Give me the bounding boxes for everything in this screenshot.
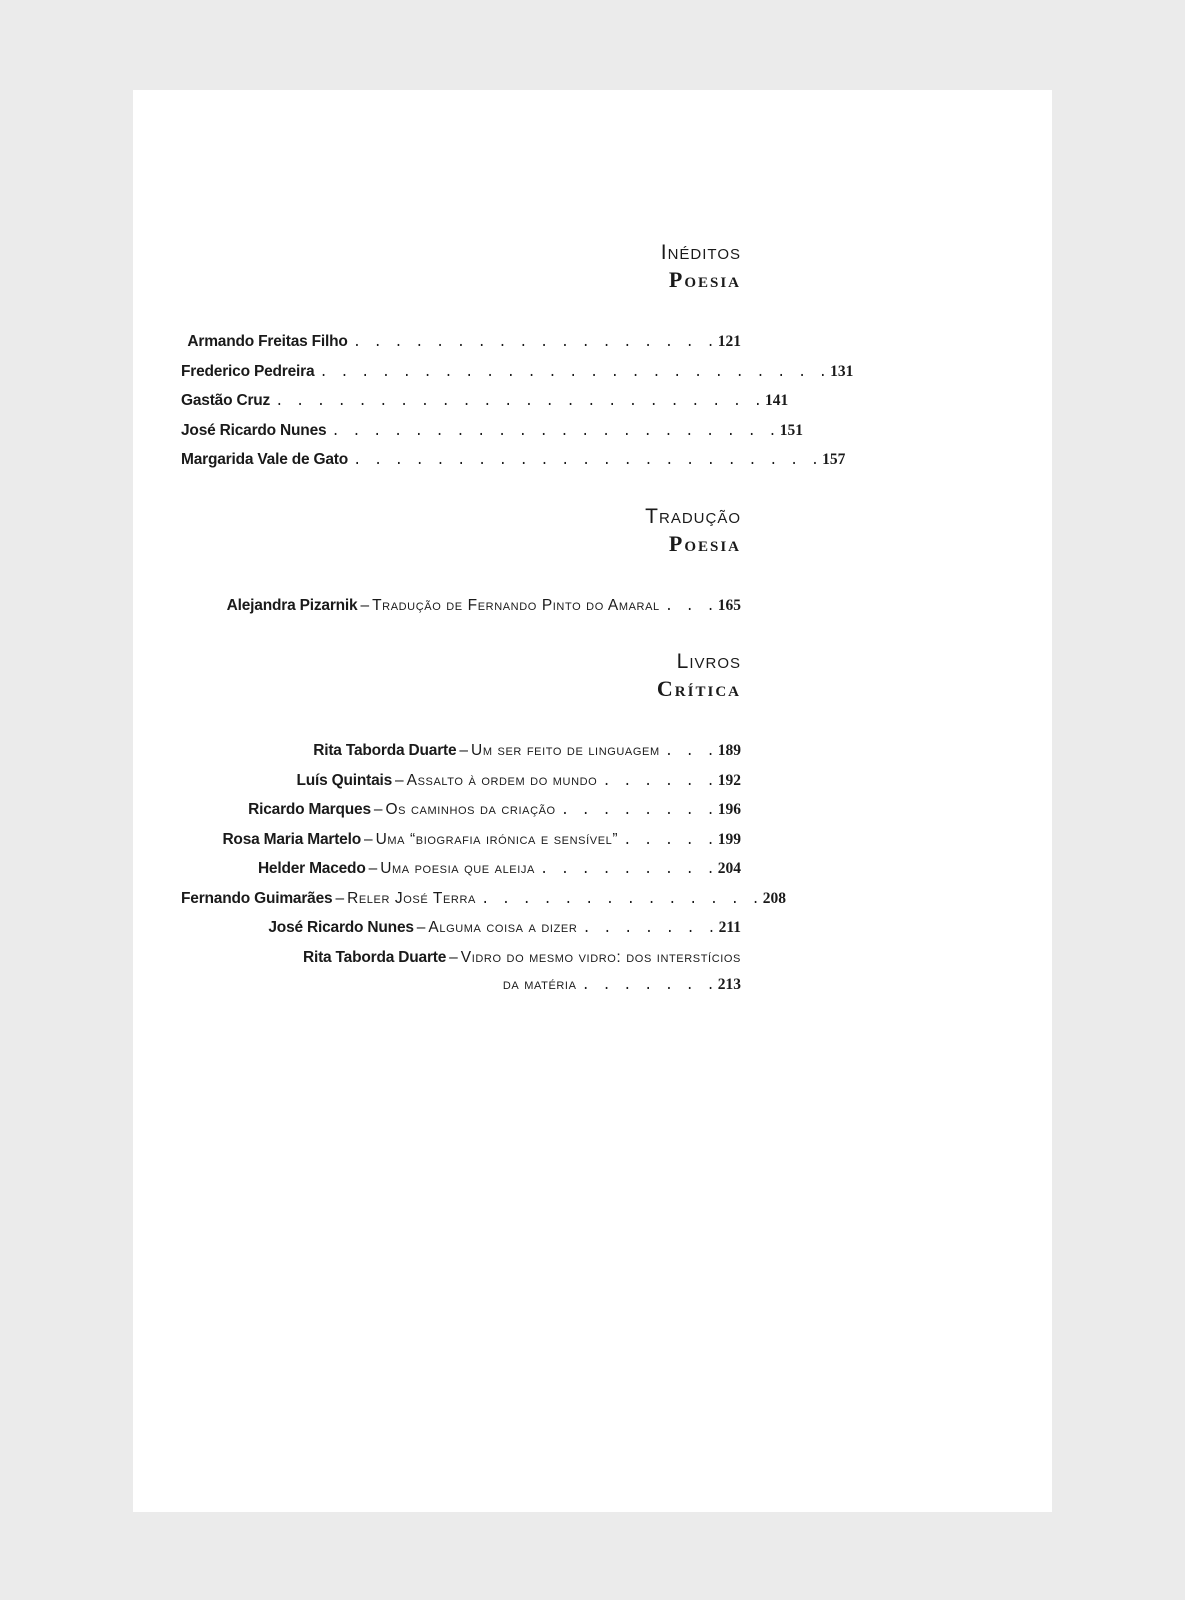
entry-work-title: Um ser feito de linguagem bbox=[471, 742, 660, 759]
entry-page-number: 165 bbox=[717, 596, 741, 614]
entry-author: Fernando Guimarães bbox=[181, 889, 333, 907]
toc-entry[interactable] bbox=[181, 796, 741, 826]
entry-separator: – bbox=[416, 919, 426, 936]
entry-work-title: Tradução de Fernando Pinto do Amaral bbox=[372, 596, 660, 614]
entry-author: Rita Taborda Duarte bbox=[302, 948, 447, 966]
dot-leader: . . . . . . . . . . . . . . bbox=[480, 891, 762, 908]
toc-entry-continuation[interactable] bbox=[181, 971, 741, 1001]
entry-separator: – bbox=[459, 742, 469, 759]
toc-entry[interactable] bbox=[181, 592, 741, 622]
entry-separator: – bbox=[449, 948, 458, 966]
toc-entry[interactable] bbox=[181, 387, 789, 417]
entry-page-number: 141 bbox=[764, 392, 789, 409]
section-title: Crítica bbox=[656, 676, 741, 701]
toc-entry[interactable] bbox=[181, 328, 741, 358]
section-traducao bbox=[181, 504, 741, 622]
toc-entry[interactable] bbox=[181, 826, 741, 856]
entry-page-number: 189 bbox=[717, 742, 741, 759]
entry-author: Ricardo Marques bbox=[248, 801, 371, 818]
dot-leader: . . . . . . . bbox=[582, 921, 718, 937]
entry-page-number: 157 bbox=[822, 451, 846, 468]
toc-entry[interactable] bbox=[181, 737, 741, 767]
entry-author: José Ricardo Nunes bbox=[268, 919, 414, 936]
entry-author: Alejandra Pizarnik bbox=[226, 596, 358, 614]
entry-page-number: 192 bbox=[717, 771, 741, 789]
document-page bbox=[133, 90, 1052, 1512]
entry-work-title: Assalto à ordem do mundo bbox=[406, 771, 598, 789]
entry-author: Gastão Cruz bbox=[181, 392, 271, 409]
entry-page-number: 131 bbox=[830, 362, 854, 380]
entry-author: Armando Freitas Filho bbox=[187, 333, 348, 350]
entry-page-number: 199 bbox=[717, 830, 741, 848]
toc-entry[interactable] bbox=[181, 855, 741, 885]
entry-separator: – bbox=[395, 771, 404, 789]
entry-separator: – bbox=[335, 889, 345, 907]
entry-author: Luís Quintais bbox=[296, 771, 393, 789]
toc-entry[interactable] bbox=[181, 914, 741, 944]
toc-entry[interactable] bbox=[181, 358, 854, 388]
entry-page-number: 151 bbox=[779, 421, 803, 439]
section-category: Tradução bbox=[645, 504, 741, 528]
entry-separator: – bbox=[360, 596, 370, 614]
entry-page-number: 208 bbox=[762, 889, 787, 907]
entry-work-title: Os caminhos da criação bbox=[385, 801, 556, 818]
dot-leader: . . . . . . . . . . . . . . . . . . . . . . bbox=[331, 423, 779, 440]
section-title: Poesia bbox=[668, 530, 741, 556]
toc-entry[interactable] bbox=[181, 885, 787, 915]
dot-leader: . . . bbox=[664, 598, 717, 615]
toc-entry[interactable] bbox=[181, 446, 846, 476]
entry-separator: – bbox=[373, 801, 383, 818]
dot-leader: . . . . . . . . . . . . . . . . . . bbox=[352, 335, 717, 351]
toc-entry[interactable] bbox=[181, 944, 741, 972]
entry-separator: – bbox=[363, 830, 373, 848]
dot-leader: . . . . . . . . . . . . . . . . . . . . . . . . . bbox=[319, 364, 830, 381]
dot-leader: . . . bbox=[664, 744, 717, 760]
entry-page-number: 213 bbox=[717, 976, 741, 993]
dot-leader: . . . . . . . . . . . . . . . . . . . . . . . bbox=[353, 453, 822, 469]
entry-work-title: Alguma coisa a dizer bbox=[428, 919, 578, 936]
entry-author: José Ricardo Nunes bbox=[181, 421, 327, 439]
section-ineditos bbox=[181, 240, 854, 476]
section-category: Livros bbox=[676, 650, 741, 673]
dot-leader: . . . . . . . . bbox=[560, 803, 717, 819]
entry-author: Helder Macedo bbox=[257, 860, 366, 877]
entry-list bbox=[181, 592, 741, 622]
dot-leader: . . . . . . . . . . . . . . . . . . . . . . . . bbox=[275, 394, 764, 410]
entry-work-title: da matéria bbox=[502, 976, 577, 993]
section-category: Inéditos bbox=[660, 241, 741, 264]
entry-author: Margarida Vale de Gato bbox=[181, 451, 349, 468]
entry-work-title: Uma poesia que aleija bbox=[380, 860, 535, 877]
dot-leader: . . . . . bbox=[623, 832, 717, 849]
entry-author: Frederico Pedreira bbox=[181, 362, 315, 380]
entry-page-number: 211 bbox=[718, 919, 741, 936]
dot-leader: . . . . . . bbox=[602, 773, 717, 790]
entry-work-title: Reler José Terra bbox=[347, 889, 476, 907]
dot-leader: . . . . . . . . . bbox=[539, 862, 717, 878]
entry-author: Rita Taborda Duarte bbox=[313, 742, 457, 759]
dot-leader: . . . . . . . bbox=[581, 978, 717, 994]
section-title: Poesia bbox=[668, 267, 741, 292]
entry-work-title: Vidro do mesmo vidro: dos interstícios bbox=[460, 948, 741, 966]
entry-list bbox=[181, 328, 854, 476]
section-livros bbox=[181, 649, 787, 1001]
entry-author: Rosa Maria Martelo bbox=[222, 830, 361, 848]
entry-page-number: 196 bbox=[717, 801, 741, 818]
entry-separator: – bbox=[368, 860, 378, 877]
entry-page-number: 121 bbox=[717, 333, 741, 350]
toc-entry[interactable] bbox=[181, 767, 741, 797]
toc-entry[interactable] bbox=[181, 417, 803, 447]
entry-page-number: 204 bbox=[717, 860, 741, 877]
table-of-contents bbox=[181, 240, 854, 1001]
entry-list bbox=[181, 737, 787, 1001]
entry-work-title: Uma “biografia irónica e sensível” bbox=[375, 830, 619, 848]
